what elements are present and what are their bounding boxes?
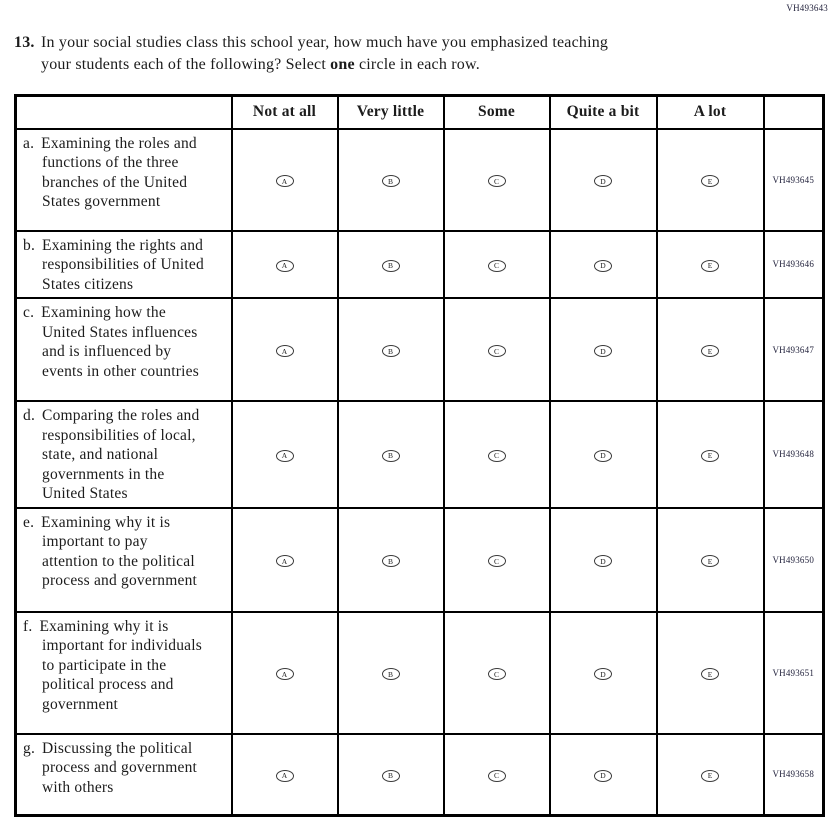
code-column-header	[764, 96, 824, 129]
bubble-quite-a-bit[interactable]: D	[594, 260, 612, 272]
row-letter: g.	[23, 739, 36, 757]
row-letter: f.	[23, 617, 33, 635]
statement-cell	[16, 612, 232, 734]
option-cell	[550, 508, 657, 612]
option-cell	[657, 231, 764, 299]
bubble-a-lot[interactable]: E	[701, 260, 719, 272]
option-cell	[444, 298, 550, 401]
option-cell	[657, 508, 764, 612]
bubble-very-little[interactable]: B	[382, 770, 400, 782]
row-statement: Examining the roles and functions of the three branches of the United States government	[41, 134, 197, 210]
table-row	[16, 508, 824, 612]
bubble-very-little[interactable]: B	[382, 345, 400, 357]
question-line2-post: circle in each row.	[354, 55, 480, 73]
statement-cell	[16, 231, 232, 299]
bubble-a-lot[interactable]: E	[701, 555, 719, 567]
column-header-very-little: Very little	[338, 96, 444, 129]
bubble-not-at-all[interactable]: A	[276, 450, 294, 462]
table-row	[16, 231, 824, 299]
bubble-not-at-all[interactable]: A	[276, 345, 294, 357]
option-cell	[444, 508, 550, 612]
bubble-some[interactable]: C	[488, 260, 506, 272]
bubble-some[interactable]: C	[488, 668, 506, 680]
bubble-very-little[interactable]: B	[382, 668, 400, 680]
statement-cell	[16, 298, 232, 401]
bubble-not-at-all[interactable]: A	[276, 175, 294, 187]
row-statement: Examining how the United States influences and is influenced by events in other countries	[41, 304, 199, 380]
option-cell	[232, 508, 338, 612]
option-cell	[444, 612, 550, 734]
header-row	[16, 96, 824, 129]
option-cell	[232, 734, 338, 816]
bubble-not-at-all[interactable]: A	[276, 260, 294, 272]
bubble-a-lot[interactable]: E	[701, 770, 719, 782]
row-code: VH493648	[764, 401, 824, 508]
option-cell	[232, 612, 338, 734]
bubble-some[interactable]: C	[488, 555, 506, 567]
response-grid	[14, 94, 825, 817]
column-header-quite-a-bit: Quite a bit	[550, 96, 657, 129]
option-cell	[444, 231, 550, 299]
option-cell	[550, 401, 657, 508]
statement-cell	[16, 508, 232, 612]
row-letter: e.	[23, 513, 35, 531]
row-statement: Comparing the roles and responsibilities of local, state, and national governments in the United States	[42, 407, 200, 502]
option-cell	[338, 129, 444, 231]
bubble-quite-a-bit[interactable]: D	[594, 770, 612, 782]
column-header-not-at-all: Not at all	[232, 96, 338, 129]
question-line2-bold: one	[330, 55, 355, 73]
question-number: 13.	[14, 34, 35, 51]
option-cell	[232, 298, 338, 401]
bubble-very-little[interactable]: B	[382, 175, 400, 187]
table-row	[16, 298, 824, 401]
statement-column-header	[16, 96, 232, 129]
row-code: VH493651	[764, 612, 824, 734]
row-code: VH493645	[764, 129, 824, 231]
row-statement: Examining why it is important to pay attention to the political process and government	[41, 513, 198, 589]
option-cell	[338, 231, 444, 299]
table-row	[16, 401, 824, 508]
column-header-some: Some	[444, 96, 550, 129]
row-letter: c.	[23, 304, 35, 321]
bubble-quite-a-bit[interactable]: D	[594, 555, 612, 567]
option-cell	[444, 129, 550, 231]
bubble-quite-a-bit[interactable]: D	[594, 668, 612, 680]
option-cell	[232, 401, 338, 508]
row-code: VH493646	[764, 231, 824, 299]
row-letter: b.	[23, 236, 36, 254]
option-cell	[338, 298, 444, 401]
row-statement: Discussing the political process and government with others	[42, 739, 198, 796]
question-line2-pre: your students each of the following? Select	[41, 55, 331, 73]
bubble-some[interactable]: C	[488, 450, 506, 462]
option-cell	[338, 612, 444, 734]
bubble-a-lot[interactable]: E	[701, 668, 719, 680]
bubble-quite-a-bit[interactable]: D	[594, 175, 612, 187]
table-row	[16, 734, 824, 816]
statement-cell	[16, 734, 232, 816]
row-code: VH493650	[764, 508, 824, 612]
option-cell	[657, 401, 764, 508]
option-cell	[657, 734, 764, 816]
option-cell	[232, 129, 338, 231]
option-cell	[232, 231, 338, 299]
question-text	[41, 32, 608, 75]
option-cell	[550, 734, 657, 816]
option-cell	[550, 612, 657, 734]
row-statement: Examining the rights and responsibilities of United States citizens	[42, 236, 204, 293]
row-code: VH493658	[764, 734, 824, 816]
bubble-not-at-all[interactable]: A	[276, 668, 294, 680]
bubble-very-little[interactable]: B	[382, 555, 400, 567]
row-letter: d.	[23, 407, 36, 424]
option-cell	[444, 401, 550, 508]
option-cell	[550, 298, 657, 401]
bubble-some[interactable]: C	[488, 345, 506, 357]
statement-cell	[16, 401, 232, 508]
bubble-some[interactable]: C	[488, 770, 506, 782]
table-row	[16, 612, 824, 734]
statement-cell	[16, 129, 232, 231]
option-cell	[338, 508, 444, 612]
bubble-a-lot[interactable]: E	[701, 175, 719, 187]
bubble-quite-a-bit[interactable]: D	[594, 450, 612, 462]
row-code: VH493647	[764, 298, 824, 401]
bubble-some[interactable]: C	[488, 175, 506, 187]
row-letter: a.	[23, 134, 35, 152]
option-cell	[657, 612, 764, 734]
option-cell	[657, 129, 764, 231]
option-cell	[338, 734, 444, 816]
bubble-very-little[interactable]: B	[382, 450, 400, 462]
bubble-not-at-all[interactable]: A	[276, 555, 294, 567]
row-statement: Examining why it is important for individuals to participate in the political process and government	[39, 617, 202, 713]
question	[14, 32, 794, 75]
bubble-not-at-all[interactable]: A	[276, 770, 294, 782]
option-cell	[444, 734, 550, 816]
option-cell	[550, 129, 657, 231]
page-corner-code: VH493643	[786, 3, 828, 13]
question-line1: In your social studies class this school year, how much have you emphasized teaching	[41, 34, 609, 51]
bubble-a-lot[interactable]: E	[701, 345, 719, 357]
bubble-very-little[interactable]: B	[382, 260, 400, 272]
bubble-a-lot[interactable]: E	[701, 450, 719, 462]
option-cell	[550, 231, 657, 299]
option-cell	[338, 401, 444, 508]
table-row	[16, 129, 824, 231]
column-header-a-lot: A lot	[657, 96, 764, 129]
bubble-quite-a-bit[interactable]: D	[594, 345, 612, 357]
option-cell	[657, 298, 764, 401]
